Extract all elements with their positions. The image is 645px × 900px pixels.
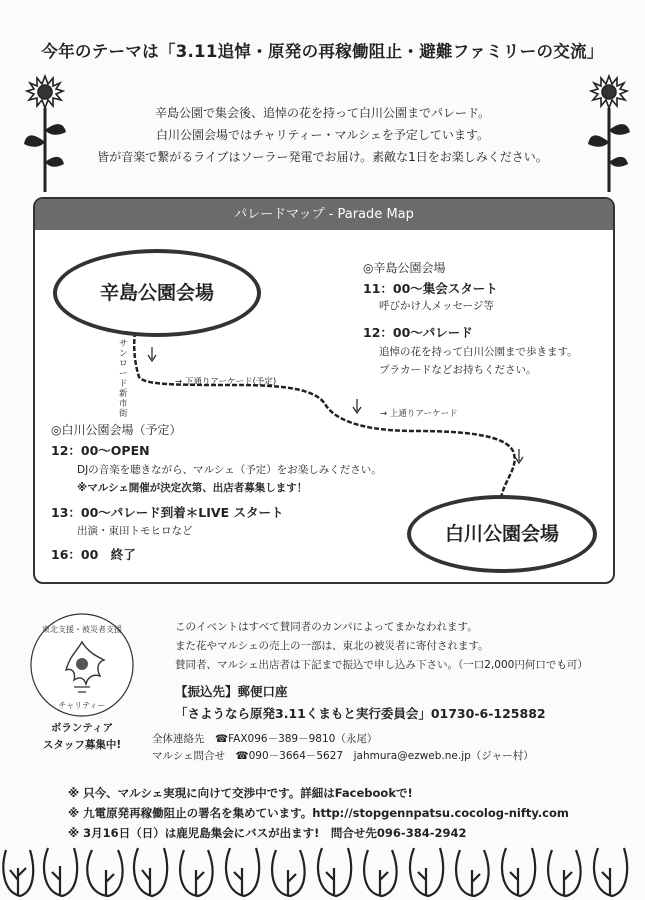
intro-line: 皆が音楽で繋がるライブはソーラー発電でお届け。素敵な1日をお楽しみください。: [97, 150, 548, 164]
intro-line: 辛島公園で集会後、追悼の花を持って白川公園までパレード。: [155, 106, 490, 120]
map-header: パレードマップ - Parade Map: [35, 199, 613, 230]
shirakawa-note: 出演・東田トモヒロなど: [77, 525, 193, 537]
svg-text:東北支援・被災者支援: 東北支援・被災者支援: [42, 625, 122, 634]
shirakawa-note: DJの音楽を聴きながら、マルシェ（予定）をお楽しみください。: [77, 464, 382, 476]
karashima-time: 11：00～集会スタート: [363, 281, 498, 296]
charity-seal-logo: [26, 612, 138, 718]
start-venue: 辛島公園会場: [53, 249, 261, 337]
info-text: 賛同者、マルシェ出店者は下記まで振込で申し込み下さい。（一口2,000円何口でも可）: [175, 659, 588, 671]
svg-text:チャリティー: チャリティー: [58, 701, 106, 710]
intro-line: 白川公園会場ではチャリティー・マルシェを予定しています。: [156, 128, 489, 142]
karashima-note: 呼びかけ人メッセージ等: [379, 300, 494, 312]
shirakawa-time: 13：00～パレード到着＊LIVE スタート: [51, 505, 284, 520]
bank-heading: 【振込先】郵便口座: [175, 684, 288, 699]
info-text: また花やマルシェの売上の一部は、東北の被災者に寄付されます。: [175, 640, 489, 652]
info-text: このイベントはすべて賛同者のカンパによってまかなわれます。: [175, 621, 478, 633]
shirakawa-time: 12：00～OPEN: [51, 443, 150, 458]
shirakawa-heading: ◎白川公園会場（予定）: [51, 423, 182, 437]
street-label: → 下通りアーケード(予定): [175, 377, 277, 387]
karashima-time: 12：00～パレード: [363, 325, 473, 340]
bottom-note: ※ 只今、マルシェ実現に向けて交渉中です。詳細はFacebookで!: [68, 786, 413, 800]
theme-title: 今年のテーマは「3.11追悼・原発の再稼働阻止・避難ファミリーの交流」: [41, 42, 604, 61]
end-venue: 白川公園会場: [407, 495, 597, 573]
bottom-note: ※ 九電原発再稼働阻止の署名を集めています。http://stopgennpatsu.cocolog-nifty.com: [68, 806, 569, 820]
contact-line: マルシェ問合せ ☎090－3664－5627 jahmura@ezweb.ne.jp（ジャー村）: [152, 750, 534, 762]
karashima-note: 追悼の花を持って白川公園まで歩きます。: [379, 346, 578, 358]
shirakawa-note: ※マルシェ開催が決定次第、出店者募集します！: [77, 482, 308, 494]
street-label: → 上通りアーケード: [380, 409, 458, 419]
bottom-note: ※ 3月16日（日）は鹿児島集会にバスが出ます! 問合せ先096-384-2942: [68, 826, 467, 840]
shirakawa-time: 16：00 終了: [51, 547, 136, 562]
karashima-heading: ◎辛島公園会場: [363, 261, 446, 275]
contact-line: 全体連絡先 ☎FAX096－389－9810（永尾）: [152, 733, 378, 745]
bank-account: 「さようなら原発3.11くまもと実行委員会」01730-6-125882: [175, 706, 546, 721]
parade-map: [33, 197, 615, 584]
leaf-border-decoration: [0, 840, 645, 900]
karashima-note: プラカードなどお持ちください。: [379, 364, 537, 376]
volunteer-label: ボランティア: [50, 722, 114, 734]
street-label: サンロード新市街: [119, 339, 128, 419]
volunteer-label: スタッフ募集中!: [42, 739, 122, 751]
